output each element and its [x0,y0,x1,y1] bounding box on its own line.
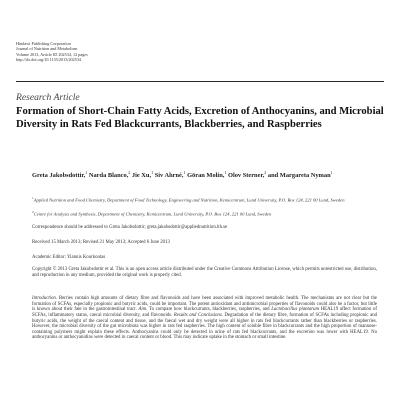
abstract-aim-label: Aim. [138,307,148,313]
affiliation-2: $^2$Centre for Analysis and Synthesis, Department of Chemistry, Kemicentrum, Lund University, P.O. Box 124, 221 00 Lund, Sweden [32,210,272,217]
copyright-notice: Copyright © 2013 Greta Jakobsdottir et al. This is an open access article distributed under the Creative Commons Attribution License, which permits unrestricted use, distribution, and reproduction in any medium, provided the original work is properly cited. [32,267,377,278]
author: Narda Blanco,$^2$ [88,170,131,180]
abstract-species: Lactobacillus plantarum [271,307,320,313]
author: Greta Jakobsdottir,$^1$ [32,170,88,180]
abstract-intro-label: Introduction. [32,296,58,301]
article-type: Research Article [16,92,80,103]
correspondence-note: Correspondence should be addressed to Greta Jakobsdottir; greta.jakobsdottir@appliednutrition.lth.se [32,225,228,230]
journal-name: Journal of Nutrition and Metabolism [16,46,78,52]
academic-editor: Academic Editor: Yiannis Kourkoutas [32,255,106,260]
abstract-aim-text: To compare how blackcurrants, blackberries, raspberries, and [149,307,270,313]
abstract-results-text: Degradation of the dietary fibre, formation of SCFAs including propionic and butyric acids, the weight of the caecal content and tissue, and the faecal wet and dry weight were all higher in rats fed blackcurrants rather than blackberries or raspberries. However, the microbial diversity of the gut microbiota was higher in rats fed raspberries. The high content of soluble fibre in blackcurrants and the high proportion of mannose-containing polymers might explain these effects. Anthocyanins could only be detected in urine of rats fed blackcurrants, and the excretion was lower with HEAL19. No anthocyanins or anthocyanidins were detected in caecal content or blood. This may indicate uptake in the stomach or small intestine. [32,312,378,341]
author: Olov Sterner,$^2$ [227,170,267,180]
publication-dates: Received 15 March 2013; Revised 21 May 2013; Accepted 6 June 2013 [32,240,170,245]
volume-line: Volume 2013, Article ID 202534, 12 pages [16,51,88,57]
publication-header [16,41,88,62]
abstract-intro-text: Berries contain high amounts of dietary fibre and flavonoids and have been associated with improved metabolic health. The mechanisms are not clear but the formation of SCFAs, especially propionic and butyric acids, could be important. The potent antioxidant and antimicrobial properties of flavonoids could also be a factor, but little is known about their fate in the gastrointestinal tract. [32,296,377,313]
abstract-results-label: Results and Conclusions. [173,312,223,318]
abstract-aim-text-2: HEAL19 affect formation of SCFAs, inflammatory status, caecal microbial diversity, and flavonoids. [32,307,377,318]
author: Göran Molin,$^1$ [187,170,227,180]
author-list [32,168,377,180]
author: and Margareta Nyman$^1$ [267,170,333,180]
publisher-name: Hindawi Publishing Corporation [16,41,71,46]
affiliation-1: $^1$Applied Nutrition and Food Chemistry, Department of Food Technology, Engineering and Nutrition, Kemicentrum, Lund University, P.O. Box 124, 221 00 Lund, Sweden [32,196,345,203]
author: Siv Ahrné,$^1$ [154,170,186,180]
abstract [32,296,377,341]
doi-link[interactable]: http://dx.doi.org/10.1155/2013/202534 [16,56,82,62]
author: Jie Xu,$^1$ [131,170,154,180]
header-divider [16,81,384,82]
paper-title: Formation of Short-Chain Fatty Acids, Excretion of Anthocyanins, and Microbial Diversity in Rats Fed Blackcurrants, Blackberries, and Raspberries [16,106,384,130]
